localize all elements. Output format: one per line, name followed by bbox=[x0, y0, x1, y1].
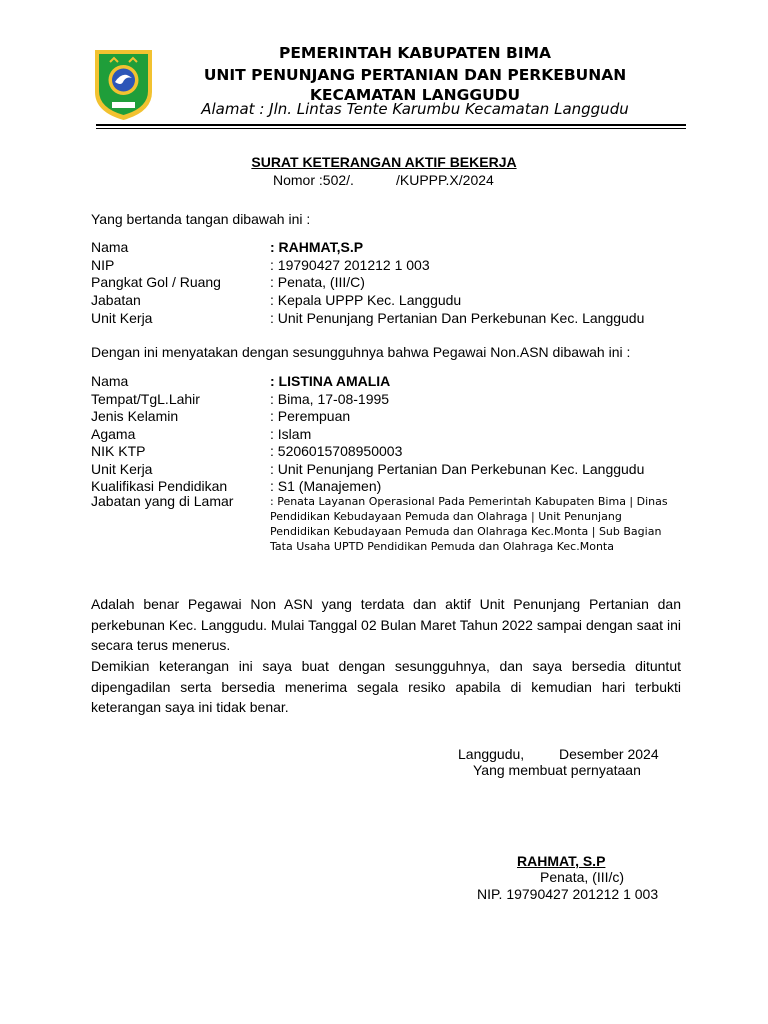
employee-value: : S1 (Manajemen) bbox=[270, 478, 382, 494]
signer-label: Nama bbox=[91, 239, 129, 255]
employee-value: : Islam bbox=[270, 426, 312, 442]
employee-label: Nama bbox=[91, 373, 129, 389]
employee-value: : LISTINA AMALIA bbox=[270, 373, 391, 389]
letterhead-divider-thin bbox=[96, 128, 686, 129]
employee-label: NIK KTP bbox=[91, 443, 146, 459]
letterhead-unit: UNIT PENUNJANG PERTANIAN DAN PERKEBUNAN bbox=[203, 66, 627, 84]
signer-value: : Penata, (III/C) bbox=[270, 274, 365, 290]
document-title: SURAT KETERANGAN AKTIF BEKERJA bbox=[251, 154, 517, 170]
signer-label: Jabatan bbox=[91, 292, 141, 308]
employee-label: Kualifikasi Pendidikan bbox=[91, 478, 228, 494]
signer-value: : Kepala UPPP Kec. Langgudu bbox=[270, 292, 462, 308]
employee-value: : Unit Penunjang Pertanian Dan Perkebunan Kec. Langgudu bbox=[270, 461, 645, 477]
signer-label: Pangkat Gol / Ruang bbox=[91, 274, 221, 290]
letterhead-district: KECAMATAN LANGGUDU bbox=[309, 86, 521, 104]
signer-value: : Unit Penunjang Pertanian Dan Perkebunan Kec. Langgudu bbox=[270, 310, 645, 326]
signer-value: : 19790427 201212 1 003 bbox=[270, 257, 430, 273]
signatory-nip: NIP. 19790427 201212 1 003 bbox=[477, 886, 659, 902]
signing-date: Desember 2024 bbox=[559, 746, 659, 762]
signatory-name: RAHMAT, S.P bbox=[517, 853, 606, 869]
employee-value: : Bima, 17-08-1995 bbox=[270, 391, 390, 407]
employee-label: Agama bbox=[91, 426, 136, 442]
signer-value: : RAHMAT,S.P bbox=[270, 239, 364, 255]
intro-text: Yang bertanda tangan dibawah ini : bbox=[91, 211, 311, 227]
employee-label: Jabatan yang di Lamar bbox=[91, 493, 234, 509]
letterhead-government: PEMERINTAH KABUPATEN BIMA bbox=[278, 44, 552, 62]
employee-label: Unit Kerja bbox=[91, 461, 153, 477]
document-number-suffix: /KUPPP.X/2024 bbox=[396, 172, 494, 188]
employee-value: : Penata Layanan Operasional Pada Pemerintah Kabupaten Bima | Dinas Pendidikan Kebudayaan Pemuda dan Olahraga | Unit Penunjang Pendidikan Kebudayaan Pemuda dan Olahraga Kec.Monta | Sub Bagian Tata Usaha UPTD Pendidikan Pemuda dan Olahraga Kec.Monta bbox=[270, 495, 668, 553]
signatory-rank: Penata, (III/c) bbox=[540, 869, 625, 885]
signer-label: Unit Kerja bbox=[91, 310, 153, 326]
document-number-prefix: Nomor :502/. bbox=[273, 172, 354, 188]
employee-value: : Perempuan bbox=[270, 408, 351, 424]
letterhead-divider-thick bbox=[96, 124, 686, 126]
declarant-label: Yang membuat pernyataan bbox=[473, 762, 641, 778]
employee-label: Jenis Kelamin bbox=[91, 408, 179, 424]
statement-text: Dengan ini menyatakan dengan sesungguhnya bahwa Pegawai Non.ASN dibawah ini : bbox=[91, 344, 631, 360]
employee-value: : 5206015708950003 bbox=[270, 443, 403, 459]
closing-paragraph: Demikian keterangan ini saya buat dengan sesungguhnya, dan saya bersedia dituntut dipengadilan serta bersedia menerima segala resiko apabila di kemudian hari terbukti keterangan saya ini tidak benar. bbox=[91, 658, 681, 715]
signer-label: NIP bbox=[91, 257, 115, 273]
employee-label: Tempat/TgL.Lahir bbox=[91, 391, 200, 407]
signing-place: Langgudu, bbox=[458, 746, 525, 762]
confirmation-paragraph: Adalah benar Pegawai Non ASN yang terdata dan aktif Unit Penunjang Pertanian dan perkebunan Kec. Langgudu. Mulai Tanggal 02 Bulan Maret Tahun 2022 sampai dengan saat ini secara terus menerus. bbox=[91, 596, 681, 653]
bima-regency-emblem-icon bbox=[93, 48, 154, 122]
letterhead-address: Alamat : Jln. Lintas Tente Karumbu Kecamatan Langgudu bbox=[201, 100, 629, 118]
